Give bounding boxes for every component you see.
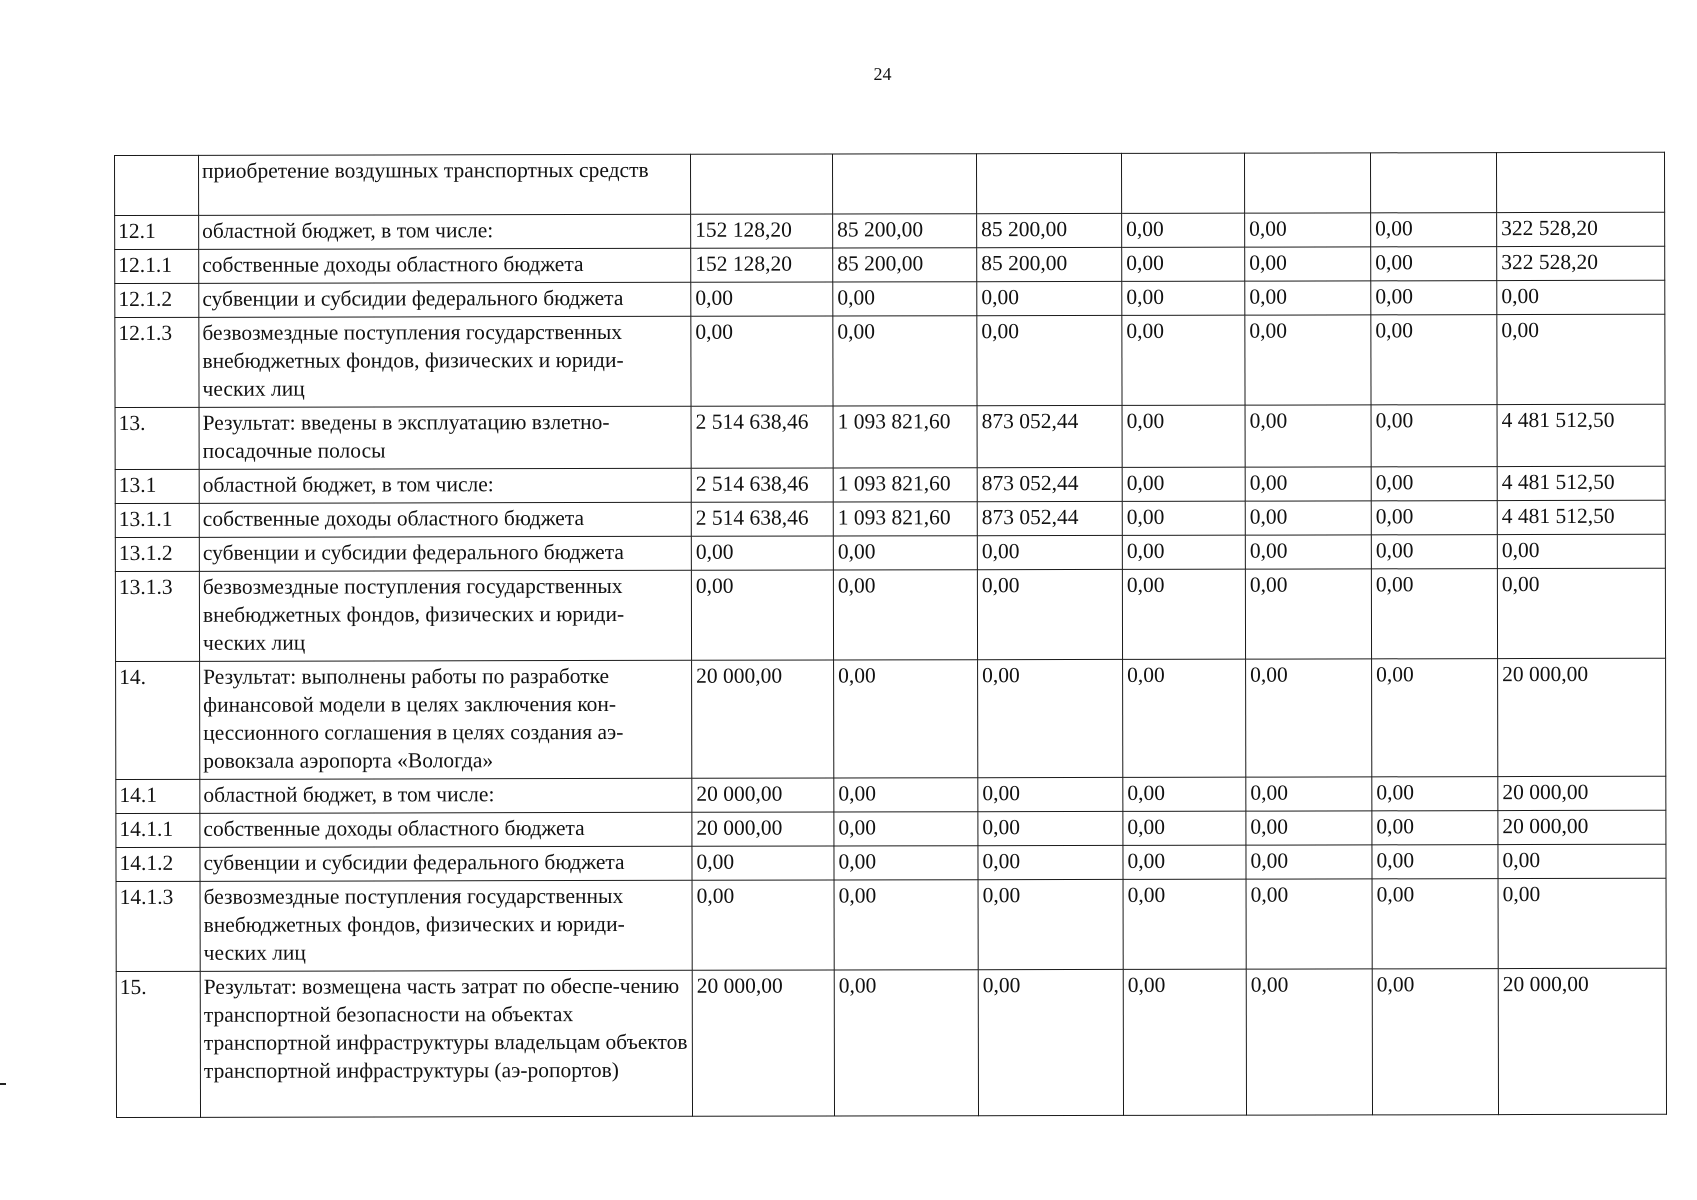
row-value: 0,00: [1498, 844, 1666, 878]
table-body: [115, 152, 1667, 1117]
table-row: [116, 844, 1666, 881]
row-value: 0,00: [1371, 467, 1497, 501]
row-value: 1 093 821,60: [833, 502, 977, 536]
row-value: 152 128,20: [691, 214, 833, 248]
row-value: 0,00: [1122, 405, 1245, 467]
scan-edge-mark: [0, 1083, 6, 1085]
row-value: 0,00: [1372, 969, 1498, 1115]
row-value: 0,00: [1246, 969, 1372, 1115]
row-description: субвенции и субсидии федерального бюджета: [199, 536, 691, 571]
row-value: 0,00: [1497, 314, 1665, 404]
row-value: 0,00: [978, 777, 1123, 811]
row-code: 14.: [116, 661, 200, 779]
row-value: 1 093 821,60: [833, 468, 977, 502]
row-value: 0,00: [833, 316, 977, 406]
row-value: 0,00: [692, 880, 834, 970]
row-value: [1244, 153, 1370, 213]
row-code: 13.1.3: [115, 571, 199, 661]
row-code: [115, 155, 199, 215]
row-value: 20 000,00: [1498, 968, 1666, 1114]
table-row: [115, 568, 1665, 661]
row-value: 152 128,20: [691, 248, 833, 282]
row-value: 0,00: [1122, 315, 1245, 405]
row-code: 14.1.2: [116, 847, 200, 881]
row-value: 4 481 512,50: [1497, 500, 1665, 534]
row-value: 0,00: [833, 536, 977, 570]
row-value: 0,00: [1246, 845, 1372, 879]
row-value: 873 052,44: [977, 501, 1122, 535]
row-description: безвозмездные поступления государственных внебюджетных фондов, физических и юриди-ческих лиц: [199, 570, 691, 661]
row-value: 20 000,00: [1498, 776, 1666, 810]
row-value: 0,00: [1371, 569, 1497, 659]
row-description: безвозмездные поступления государственных внебюджетных фондов, физических и юриди-ческих лиц: [199, 316, 691, 407]
row-value: 0,00: [978, 659, 1123, 777]
row-value: 0,00: [1123, 811, 1246, 845]
row-code: 13.1: [115, 469, 199, 503]
row-value: 0,00: [1371, 315, 1497, 405]
row-description: Результат: возмещена часть затрат по обеспе-чению транспортной безопасности на объектах транспортной инфраструктуры владельцам объектов транспортной инфраструктуры (аэ-ропортов): [200, 970, 692, 1117]
table-row: [116, 878, 1666, 971]
row-value: [1121, 153, 1244, 213]
row-value: 873 052,44: [977, 467, 1122, 501]
table-row: [115, 314, 1665, 407]
row-value: 0,00: [1371, 213, 1497, 247]
row-value: 0,00: [1371, 501, 1497, 535]
row-value: 873 052,44: [977, 405, 1122, 467]
row-value: 0,00: [1122, 569, 1245, 659]
row-description: областной бюджет, в том числе:: [200, 778, 692, 813]
row-value: 0,00: [1245, 247, 1371, 281]
row-code: 12.1.3: [115, 317, 199, 407]
row-code: 14.1.1: [116, 813, 200, 847]
row-code: 14.1.3: [116, 881, 200, 971]
row-value: 0,00: [978, 845, 1123, 879]
page-number: 24: [873, 64, 892, 84]
row-value: 0,00: [1372, 777, 1498, 811]
table-row: [115, 280, 1665, 317]
row-code: 12.1.1: [115, 249, 199, 283]
row-value: 0,00: [1372, 659, 1498, 777]
row-value: 0,00: [692, 846, 834, 880]
row-value: 0,00: [1371, 535, 1497, 569]
row-code: 14.1: [116, 779, 200, 813]
row-value: 0,00: [833, 282, 977, 316]
table-row: [115, 466, 1665, 503]
row-description: субвенции и субсидии федерального бюджета: [199, 282, 691, 317]
row-value: 0,00: [1122, 281, 1245, 315]
table-row: [115, 534, 1665, 571]
row-value: 0,00: [691, 282, 833, 316]
row-value: 20 000,00: [692, 778, 834, 812]
row-value: 0,00: [1245, 213, 1371, 247]
row-value: 20 000,00: [1498, 810, 1666, 844]
row-value: 0,00: [1245, 501, 1371, 535]
row-value: 0,00: [977, 569, 1122, 659]
row-value: 0,00: [1245, 569, 1371, 659]
row-value: 0,00: [834, 846, 978, 880]
row-value: 0,00: [977, 315, 1122, 405]
row-value: 0,00: [1122, 213, 1245, 247]
row-description: собственные доходы областного бюджета: [199, 248, 691, 283]
row-description: областной бюджет, в том числе:: [199, 214, 691, 249]
row-description: безвозмездные поступления государственных внебюджетных фондов, физических и юриди-ческих лиц: [200, 880, 692, 971]
row-value: 85 200,00: [833, 214, 977, 248]
row-value: 85 200,00: [833, 248, 977, 282]
row-value: 0,00: [834, 970, 978, 1116]
row-value: 0,00: [977, 535, 1122, 569]
budget-table-container: [114, 152, 1666, 1118]
row-value: 0,00: [1371, 281, 1497, 315]
table-row: [115, 500, 1665, 537]
row-value: 0,00: [833, 570, 977, 660]
row-value: 2 514 638,46: [691, 468, 833, 502]
row-value: 0,00: [1123, 969, 1246, 1115]
row-value: 0,00: [691, 570, 833, 660]
row-code: 12.1.2: [115, 283, 199, 317]
row-value: 322 528,20: [1497, 212, 1665, 246]
row-value: 20 000,00: [692, 660, 834, 778]
table-row: [115, 246, 1665, 283]
row-value: 0,00: [1371, 247, 1497, 281]
row-description: Результат: выполнены работы по разработке финансовой модели в целях заключения кон-цессионного соглашения в целях создания аэ-ровокзала аэропорта «Вологда»: [200, 660, 692, 779]
row-value: 20 000,00: [1498, 658, 1666, 776]
row-value: 0,00: [1123, 845, 1246, 879]
row-value: 0,00: [1123, 659, 1246, 777]
table-row: [116, 810, 1666, 847]
row-code: 13.: [115, 407, 199, 469]
row-value: 0,00: [978, 879, 1123, 969]
table-row: [116, 776, 1666, 813]
row-description: Результат: введены в эксплуатацию взлетно-посадочные полосы: [199, 406, 691, 469]
row-value: 1 093 821,60: [833, 406, 977, 468]
row-value: 0,00: [1245, 281, 1371, 315]
row-value: 0,00: [978, 811, 1123, 845]
row-value: 0,00: [1245, 315, 1371, 405]
row-value: 85 200,00: [977, 213, 1122, 247]
budget-table: [114, 152, 1667, 1118]
row-value: 0,00: [1245, 405, 1371, 467]
row-value: 0,00: [1245, 467, 1371, 501]
row-code: 12.1: [115, 215, 199, 249]
table-row: [115, 404, 1665, 469]
row-value: 0,00: [1123, 879, 1246, 969]
row-value: 0,00: [1246, 879, 1372, 969]
row-value: 0,00: [1497, 534, 1665, 568]
row-code: 15.: [116, 971, 200, 1117]
row-value: 0,00: [834, 812, 978, 846]
row-code: 13.1.2: [115, 537, 199, 571]
row-value: 0,00: [1246, 777, 1372, 811]
row-description: областной бюджет, в том числе:: [199, 468, 691, 503]
table-row: [116, 968, 1666, 1117]
row-value: 0,00: [1372, 879, 1498, 969]
row-description: субвенции и субсидии федерального бюджета: [200, 846, 692, 881]
row-value: 0,00: [834, 778, 978, 812]
row-value: [1370, 153, 1496, 213]
row-value: 0,00: [1245, 535, 1371, 569]
row-value: 0,00: [1498, 878, 1666, 968]
row-value: 2 514 638,46: [691, 502, 833, 536]
row-value: 0,00: [1123, 777, 1246, 811]
table-row: [116, 658, 1666, 779]
row-value: 2 514 638,46: [691, 406, 833, 468]
table-row: [115, 152, 1665, 215]
row-value: 0,00: [1122, 247, 1245, 281]
row-value: 0,00: [1371, 405, 1497, 467]
row-value: 0,00: [1372, 811, 1498, 845]
row-value: 4 481 512,50: [1497, 404, 1665, 466]
row-value: 0,00: [1122, 467, 1245, 501]
row-description: собственные доходы областного бюджета: [199, 502, 691, 537]
row-value: 0,00: [1246, 659, 1372, 777]
row-value: 4 481 512,50: [1497, 466, 1665, 500]
row-value: 0,00: [1122, 535, 1245, 569]
row-value: [832, 154, 976, 214]
table-row: [115, 212, 1665, 249]
row-value: 0,00: [1246, 811, 1372, 845]
row-value: 0,00: [1497, 280, 1665, 314]
row-code: 13.1.1: [115, 503, 199, 537]
row-value: [976, 153, 1121, 213]
row-value: 0,00: [978, 969, 1123, 1115]
row-description: приобретение воздушных транспортных средств: [199, 154, 691, 215]
row-value: 322 528,20: [1497, 246, 1665, 280]
row-value: [690, 154, 832, 214]
row-value: 0,00: [834, 880, 978, 970]
row-value: 0,00: [977, 281, 1122, 315]
row-value: 20 000,00: [692, 970, 834, 1116]
row-value: 0,00: [1497, 568, 1665, 658]
row-value: 0,00: [834, 660, 978, 778]
row-value: 20 000,00: [692, 812, 834, 846]
row-value: 0,00: [691, 536, 833, 570]
row-value: 0,00: [1122, 501, 1245, 535]
row-value: 85 200,00: [977, 247, 1122, 281]
row-value: 0,00: [1372, 845, 1498, 879]
row-value: 0,00: [691, 316, 833, 406]
row-value: [1496, 152, 1664, 212]
row-description: собственные доходы областного бюджета: [200, 812, 692, 847]
